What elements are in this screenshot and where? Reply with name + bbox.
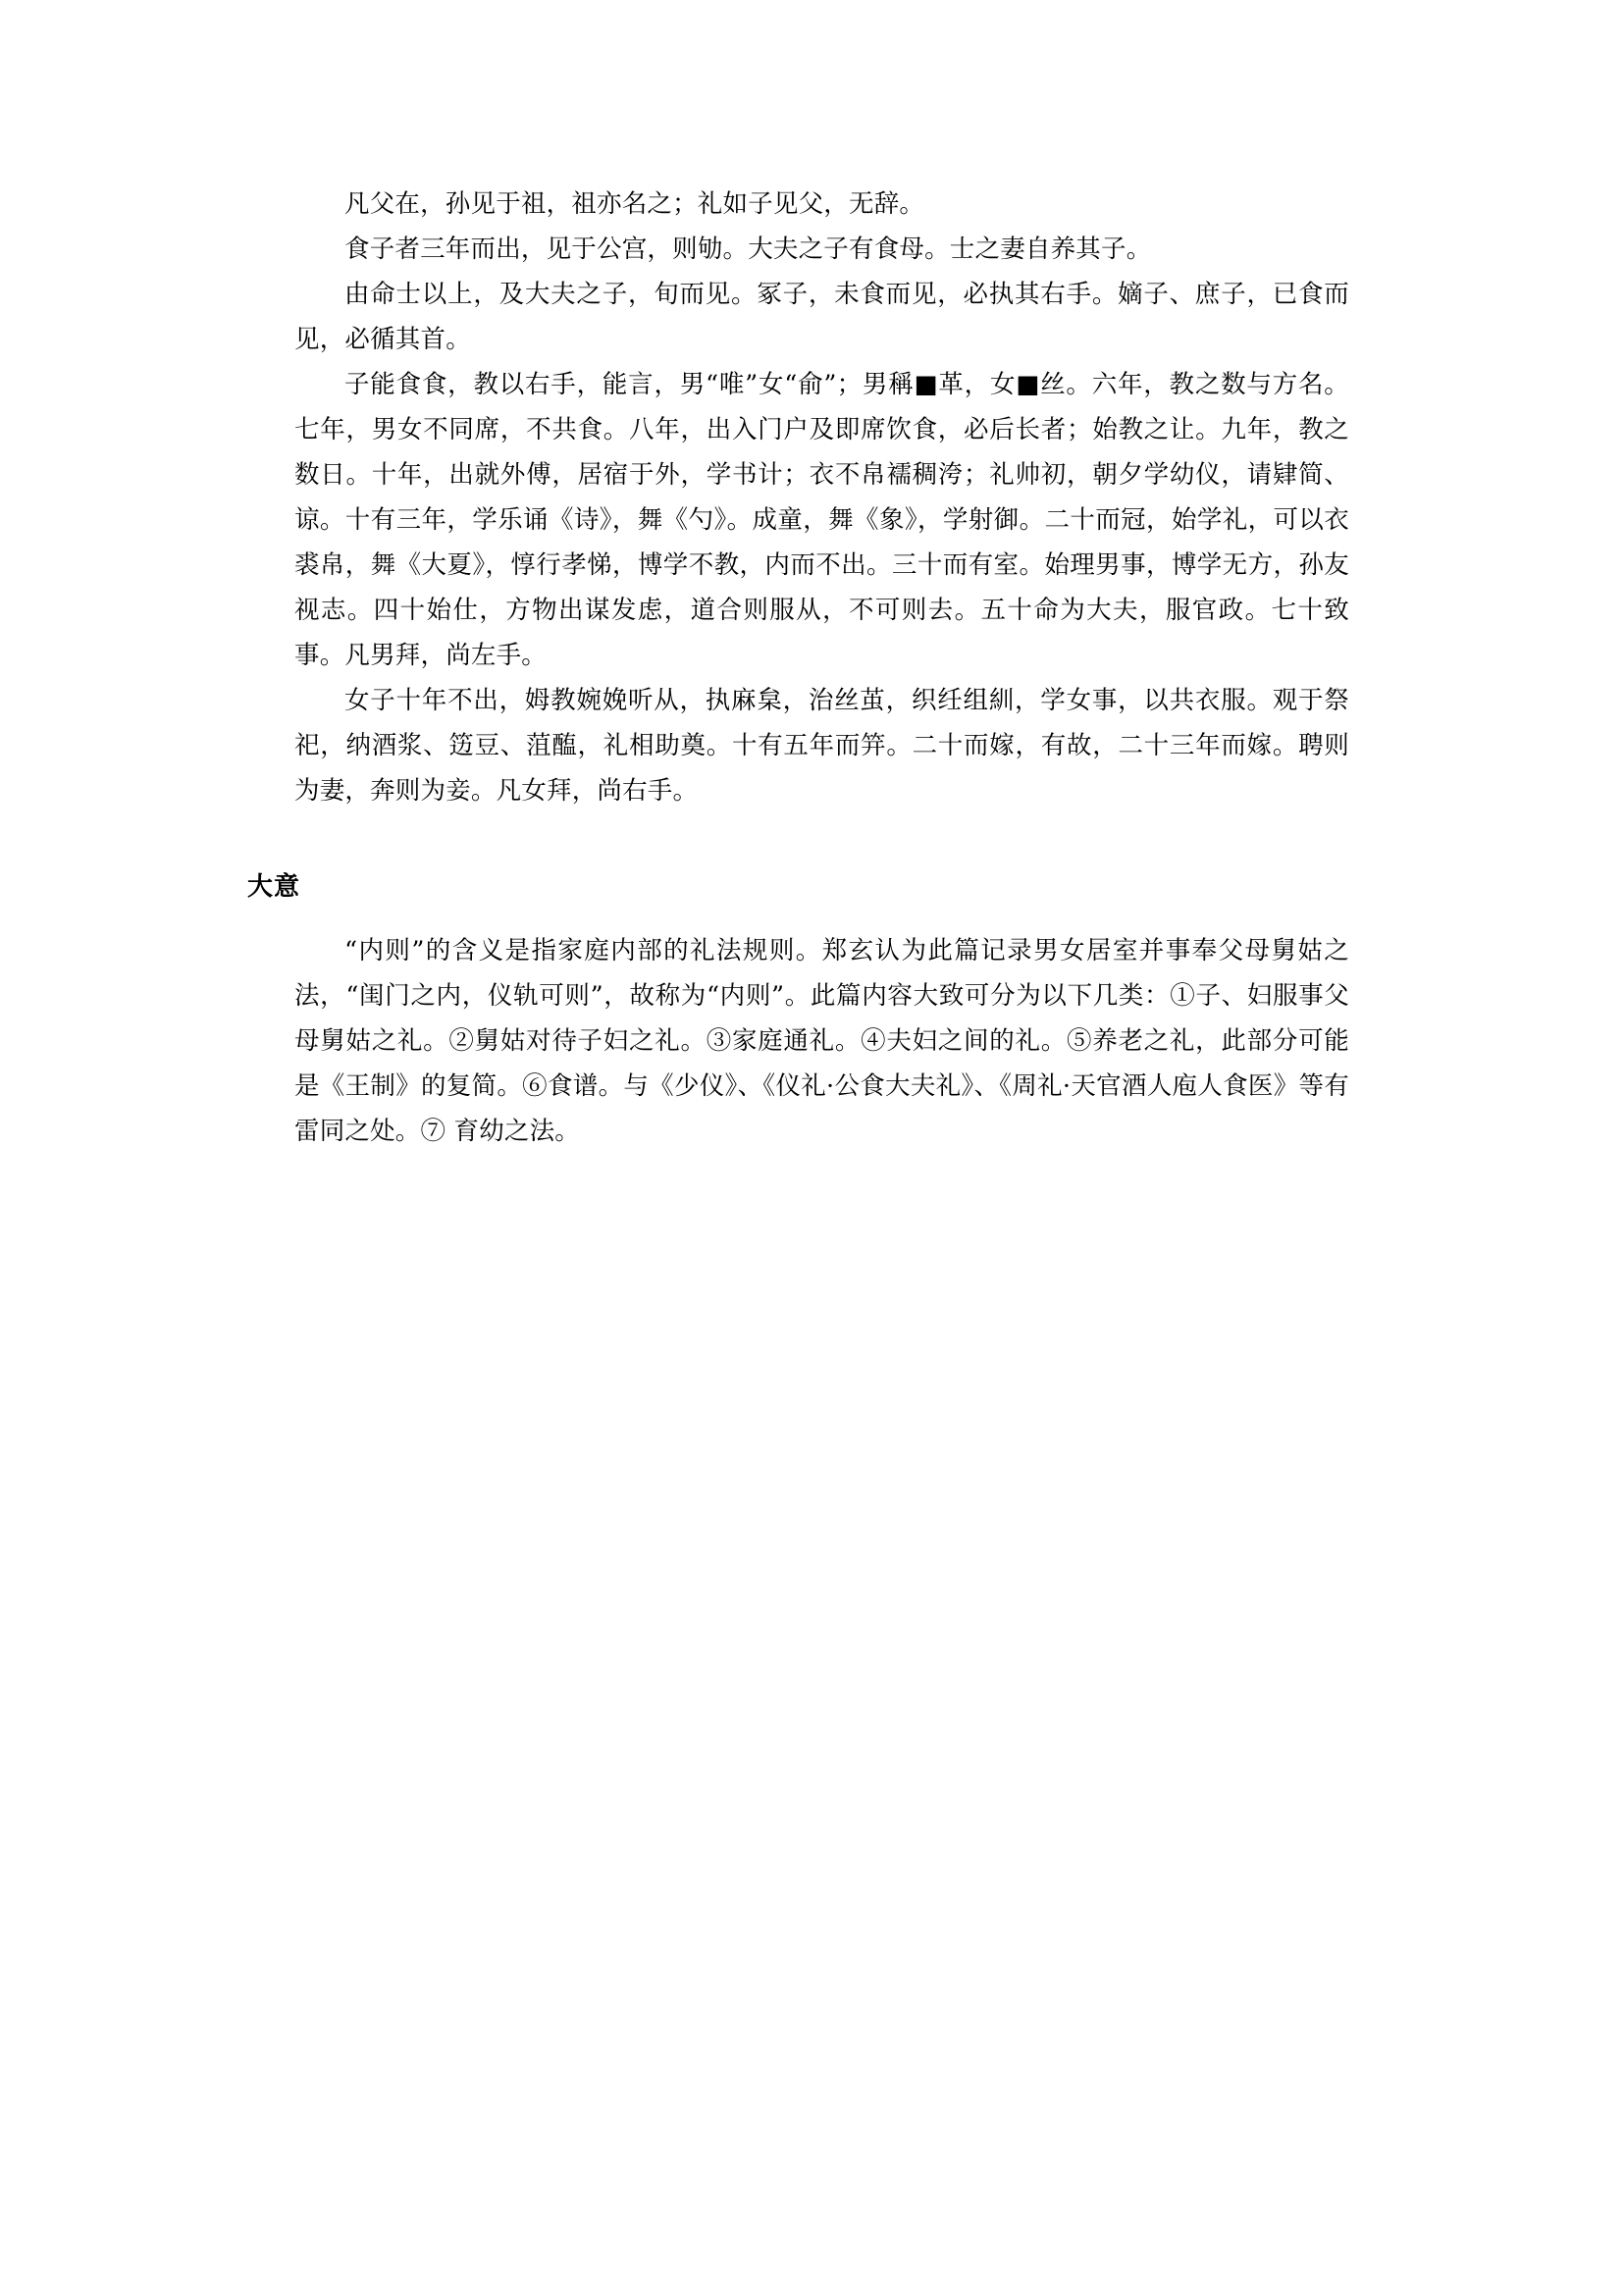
page-content — [247, 182, 1349, 1154]
body-paragraph-4: 子能食食，教以右手，能言，男“唯”女“俞”；男稱■革，女■丝。六年，教之数与方名。七年，男女不同席，不共食。八年，出入门户及即席饮食，必后长者；始教之让。九年，教之数日。十年，出就外傅，居宿于外，学书计；衣不帛襦稠洿；礼帅初，朝夕学幼仪，请肄简、谅。十有三年，学乐诵《诗》，舞《勺》。成童，舞《象》，学射御。二十而冠，始学礼，可以衣裘帛，舞《大夏》，惇行孝悌，博学不教，内而不出。三十而有室。始理男事，博学无方，孙友视志。四十始仕，方物出谋发虑，道合则服从，不可则去。五十命为大夫，服官政。七十致事。凡男拜，尚左手。 — [294, 370, 1349, 670]
commentary-paragraph-1: “内则”的含义是指家庭内部的礼法规则。郑玄认为此篇记录男女居室并事奉父母舅姑之法，“闺门之内，仪轨可则”，故称为“内则”。此篇内容大致可分为以下几类：①子、妇服事父母舅姑之礼。②舅姑对待子妇之礼。③家庭通礼。④夫妇之间的礼。⑤养老之礼，此部分可能是《王制》的复简。⑥食谱。与《少仪》、《仪礼·公食大夫礼》、《周礼·天官酒人庖人食医》等有雷同之处。⑦ 育幼之法。 — [294, 936, 1349, 1146]
body-paragraph-5: 女子十年不出，姆教婉娩听从，执麻枲，治丝茧，织纴组紃，学女事，以共衣服。观于祭祀，纳酒浆、笾豆、菹醢，礼相助奠。十有五年而笄。二十而嫁，有故，二十三年而嫁。聘则为妻，奔则为妾。凡女拜，尚右手。 — [294, 686, 1349, 806]
body-paragraph-2: 食子者三年而出，见于公宫，则劬。大夫之子有食母。士之妻自养其子。 — [344, 235, 1152, 264]
body-paragraph-3: 由命士以上，及大夫之子，旬而见。冢子，未食而见，必执其右手。嫡子、庶子，已食而见，必循其首。 — [294, 280, 1349, 354]
section-heading-dayi: 大意 — [247, 872, 301, 902]
body-paragraph-1: 凡父在，孙见于祖，祖亦名之；礼如子见父，无辞。 — [344, 189, 925, 219]
